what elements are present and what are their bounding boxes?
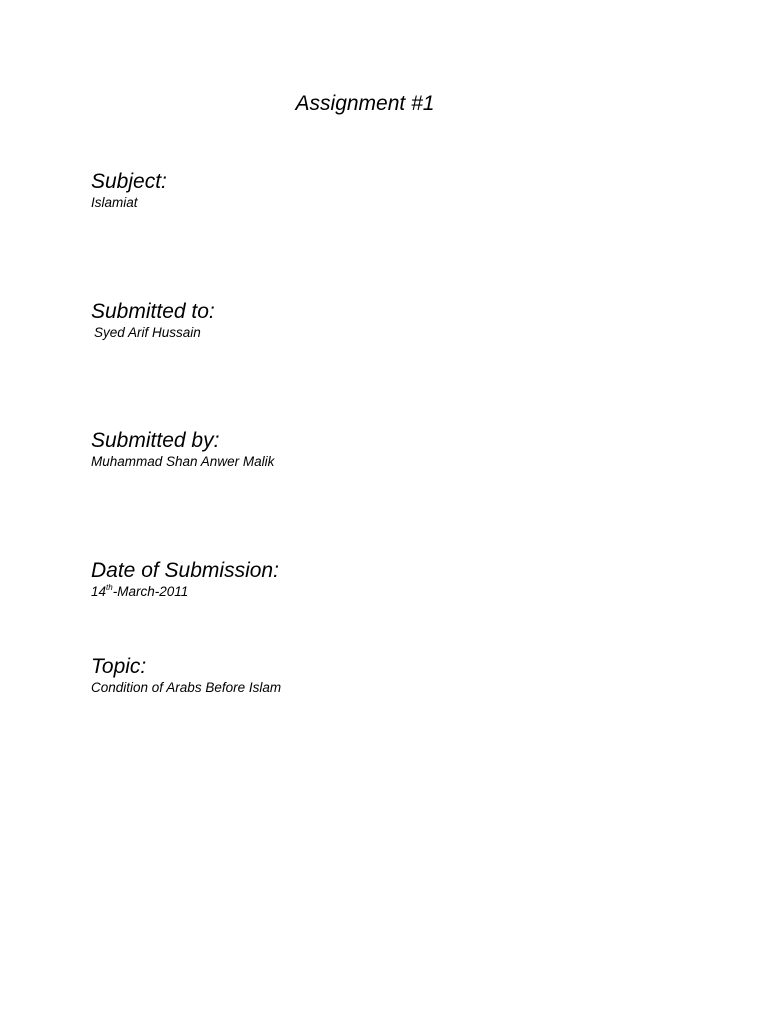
date-month-year: -March-2011 — [112, 584, 189, 599]
submitted-to-value: Syed Arif Hussain — [94, 325, 201, 340]
date-ordinal-suffix: th — [106, 583, 113, 592]
subject-heading: Subject: — [91, 170, 167, 193]
date-of-submission-value — [91, 584, 188, 600]
topic-value: Condition of Arabs Before Islam — [91, 680, 282, 695]
submitted-to-heading: Submitted to: — [91, 300, 215, 323]
submitted-by-value: Muhammad Shan Anwer Malik — [91, 454, 275, 469]
topic-heading: Topic: — [91, 655, 147, 678]
subject-value: Islamiat — [91, 195, 138, 210]
date-day: 14 — [91, 584, 107, 599]
page-title: Assignment #1 — [295, 92, 435, 115]
submitted-by-heading: Submitted by: — [91, 429, 220, 452]
date-of-submission-heading: Date of Submission: — [91, 559, 279, 582]
